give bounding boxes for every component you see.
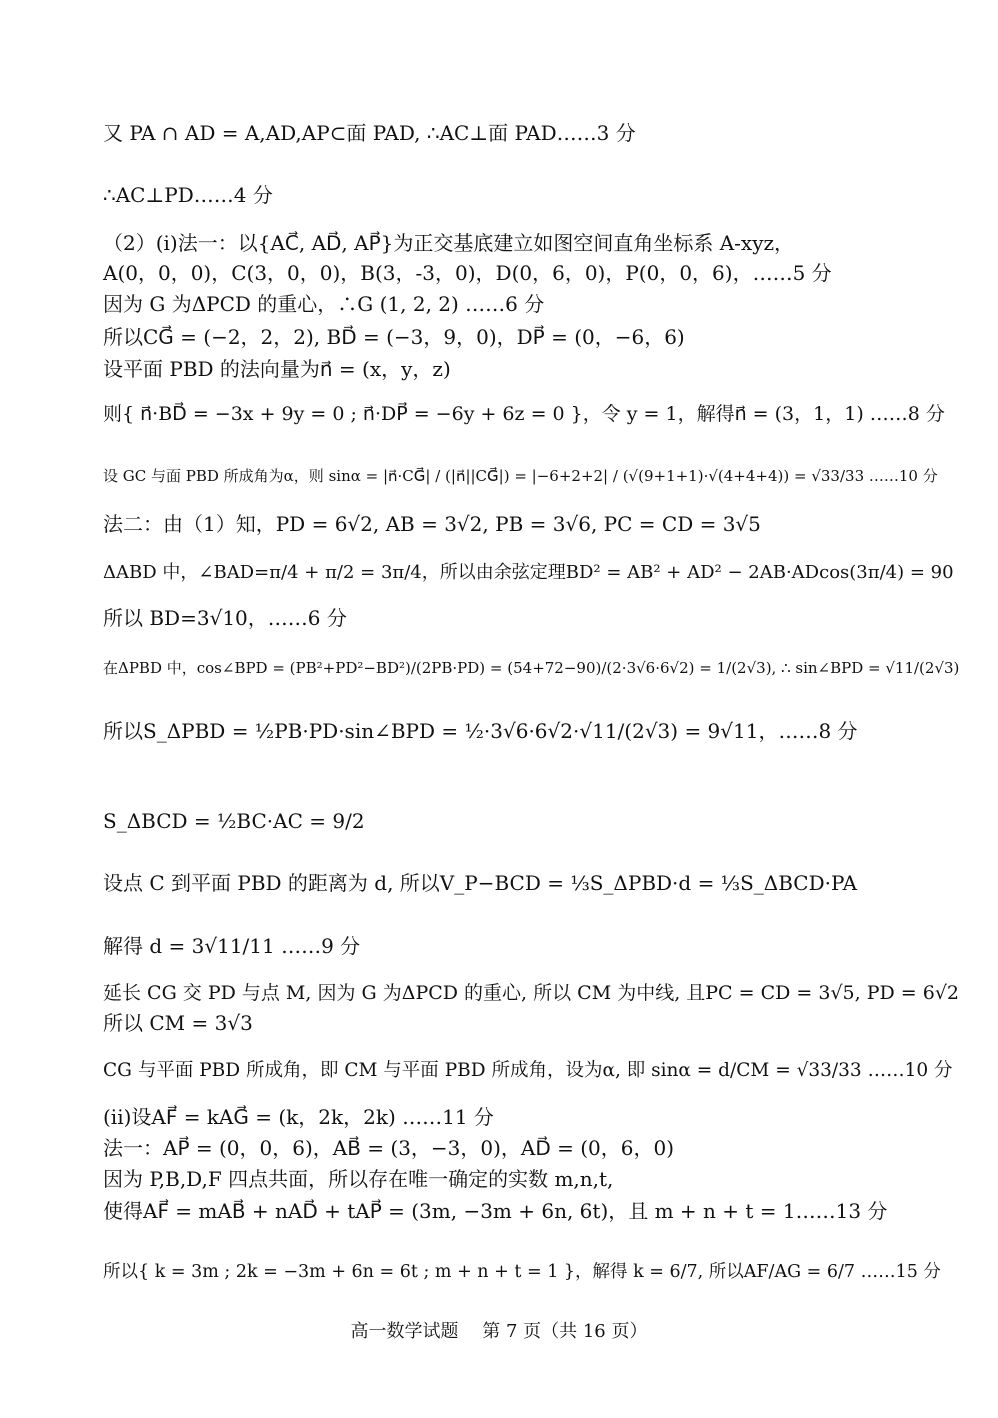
- text-line: 设点 C 到平面 PBD 的距离为 d, 所以V_P−BCD = ⅓S_ΔPBD·d = ⅓S_ΔBCD·PA: [103, 871, 858, 895]
- text-line: CG 与平面 PBD 所成角，即 CM 与平面 PBD 所成角，设为α, 即 sinα = d/CM = √33/33 ……10 分: [103, 1060, 953, 1081]
- text-line: ΔABD 中，∠BAD=π/4 + π/2 = 3π/4，所以由余弦定理BD² = AB² + AD² − 2AB·ADcos(3π/4) = 90: [103, 562, 954, 583]
- text-line: 法一：AP⃗ = (0，0，6)，AB⃗ = (3，−3，0)，AD⃗ = (0，6，0): [103, 1136, 675, 1160]
- text-line: (ii)设AF⃗ = kAG⃗ = (k，2k，2k) ……11 分: [103, 1105, 494, 1129]
- text-line: 法二：由（1）知，PD = 6√2, AB = 3√2, PB = 3√6, PC = CD = 3√5: [103, 512, 761, 536]
- text-line: A(0，0，0)，C(3，0，0)，B(3，-3，0)，D(0，6，0)，P(0，0，6)，……5 分: [103, 261, 832, 285]
- page-footer: 高一数学试题 第 7 页（共 16 页）: [350, 1321, 648, 1342]
- text-line: 因为 G 为ΔPCD 的重心，∴G (1, 2, 2) ……6 分: [103, 292, 545, 316]
- text-line: 设 GC 与面 PBD 所成角为α，则 sinα = |n⃗·CG⃗| / (|n⃗||CG⃗|) = |−6+2+2| / (√(9+1+1)·√(4+4+4)) = √33/33 ……10 分: [103, 467, 938, 485]
- text-line: 所以S_ΔPBD = ½PB·PD·sin∠BPD = ½·3√6·6√2·√11/(2√3) = 9√11，……8 分: [103, 719, 858, 743]
- text-line: 所以 BD=3√10，……6 分: [103, 606, 347, 630]
- text-line: 则{ n⃗·BD⃗ = −3x + 9y = 0 ; n⃗·DP⃗ = −6y + 6z = 0 }，令 y = 1，解得n⃗ = (3，1，1) ……8 分: [103, 403, 945, 425]
- text-line: ∴AC⊥PD……4 分: [103, 183, 273, 207]
- text-line: 所以CG⃗ = (−2，2，2), BD⃗ = (−3，9，0)，DP⃗ = (0，−6，6): [103, 325, 685, 349]
- text-line: 使得AF⃗ = mAB⃗ + nAD⃗ + tAP⃗ = (3m, −3m + 6n, 6t)，且 m + n + t = 1……13 分: [103, 1199, 888, 1223]
- text-line: 所以{ k = 3m ; 2k = −3m + 6n = 6t ; m + n + t = 1 }，解得 k = 6/7, 所以AF/AG = 6/7 ……15 分: [103, 1262, 941, 1282]
- text-line: 解得 d = 3√11/11 ……9 分: [103, 934, 361, 958]
- text-line: 所以 CM = 3√3: [103, 1011, 253, 1035]
- text-line: 在ΔPBD 中，cos∠BPD = (PB²+PD²−BD²)/(2PB·PD) = (54+72−90)/(2·3√6·6√2) = 1/(2√3), ∴ sin∠BPD = √11/(2√3): [103, 659, 960, 677]
- text-line: 又 PA ∩ AD = A,AD,AP⊂面 PAD, ∴AC⊥面 PAD……3 分: [103, 121, 636, 145]
- text-line: 延长 CG 交 PD 与点 M, 因为 G 为ΔPCD 的重心, 所以 CM 为中线, 且PC = CD = 3√5, PD = 6√2: [103, 982, 960, 1004]
- text-line: （2）(i)法一：以{AC⃗, AD⃗, AP⃗}为正交基底建立如图空间直角坐标系 A-xyz，: [103, 231, 795, 255]
- text-line: 因为 P,B,D,F 四点共面，所以存在唯一确定的实数 m,n,t,: [103, 1167, 614, 1191]
- text-line: 设平面 PBD 的法向量为n⃗ = (x，y，z): [103, 357, 451, 381]
- text-line: S_ΔBCD = ½BC·AC = 9/2: [103, 809, 365, 833]
